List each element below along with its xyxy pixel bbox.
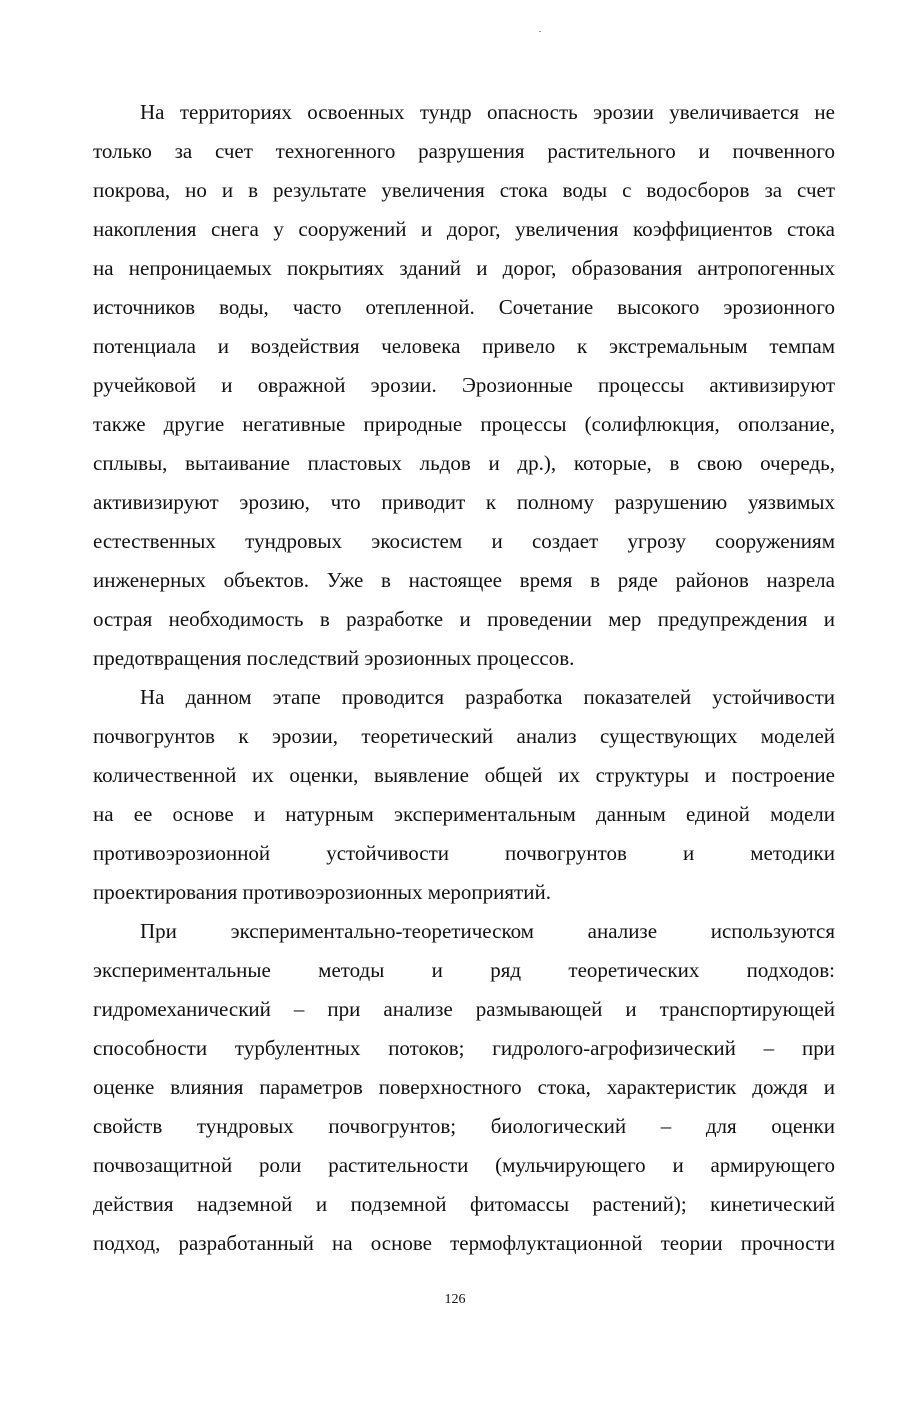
text-line: потенциала и воздействия человека привело к экстремальным темпам <box>93 334 835 358</box>
paragraph-3 <box>93 912 835 1263</box>
text-line: способности турбулентных потоков; гидролого-агрофизический – при <box>93 1036 835 1060</box>
text-line: действия надземной и подземной фитомассы растений); кинетический <box>93 1192 835 1216</box>
text-line: почвогрунтов к эрозии, теоретический анализ существующих моделей <box>93 724 835 748</box>
text-line: подход, разработанный на основе термофлуктационной теории прочности <box>93 1231 835 1255</box>
text-line: покрова, но и в результате увеличения стока воды с водосборов за счет <box>93 178 835 202</box>
text-line: При экспериментально-теоретическом анализе используются <box>140 919 835 943</box>
text-line: острая необходимость в разработке и проведении мер предупреждения и <box>93 607 835 631</box>
text-line: На данном этапе проводится разработка показателей устойчивости <box>140 685 835 709</box>
page-number: 126 <box>444 1292 466 1307</box>
paragraph-2 <box>93 678 835 912</box>
text-line: почвозащитной роли растительности (мульчирующего и армирующего <box>93 1153 835 1177</box>
scan-speck <box>539 31 541 32</box>
text-line: противоэрозионной устойчивости почвогрунтов и методики <box>93 841 835 865</box>
text-line: количественной их оценки, выявление общей их структуры и построение <box>93 763 835 787</box>
text-line: естественных тундровых экосистем и создает угрозу сооружениям <box>93 529 835 553</box>
text-line: инженерных объектов. Уже в настоящее время в ряде районов назрела <box>93 568 835 592</box>
text-line: источников воды, часто отепленной. Сочетание высокого эрозионного <box>93 295 835 319</box>
text-line: только за счет техногенного разрушения растительного и почвенного <box>93 139 835 163</box>
text-line: экспериментальные методы и ряд теоретических подходов: <box>93 958 835 982</box>
text-line: сплывы, вытаивание пластовых льдов и др.), которые, в свою очередь, <box>93 451 835 475</box>
text-line: на непроницаемых покрытиях зданий и дорог, образования антропогенных <box>93 256 835 280</box>
text-line: проектирования противоэрозионных мероприятий. <box>93 880 551 904</box>
text-line: также другие негативные природные процессы (солифлюкция, оползание, <box>93 412 835 436</box>
body-text <box>93 93 835 1263</box>
text-line: гидромеханический – при анализе размывающей и транспортирующей <box>93 997 835 1021</box>
text-line: На территориях освоенных тундр опасность эрозии увеличивается не <box>140 100 835 124</box>
text-line: активизируют эрозию, что приводит к полному разрушению уязвимых <box>93 490 835 514</box>
paragraph-1 <box>93 93 835 678</box>
text-line: предотвращения последствий эрозионных процессов. <box>93 646 575 670</box>
text-line: оценке влияния параметров поверхностного стока, характеристик дождя и <box>93 1075 835 1099</box>
text-line: на ее основе и натурным экспериментальным данным единой модели <box>93 802 835 826</box>
text-line: свойств тундровых почвогрунтов; биологический – для оценки <box>93 1114 835 1138</box>
text-line: ручейковой и овражной эрозии. Эрозионные процессы активизируют <box>93 373 835 397</box>
text-line: накопления снега у сооружений и дорог, увеличения коэффициентов стока <box>93 217 835 241</box>
